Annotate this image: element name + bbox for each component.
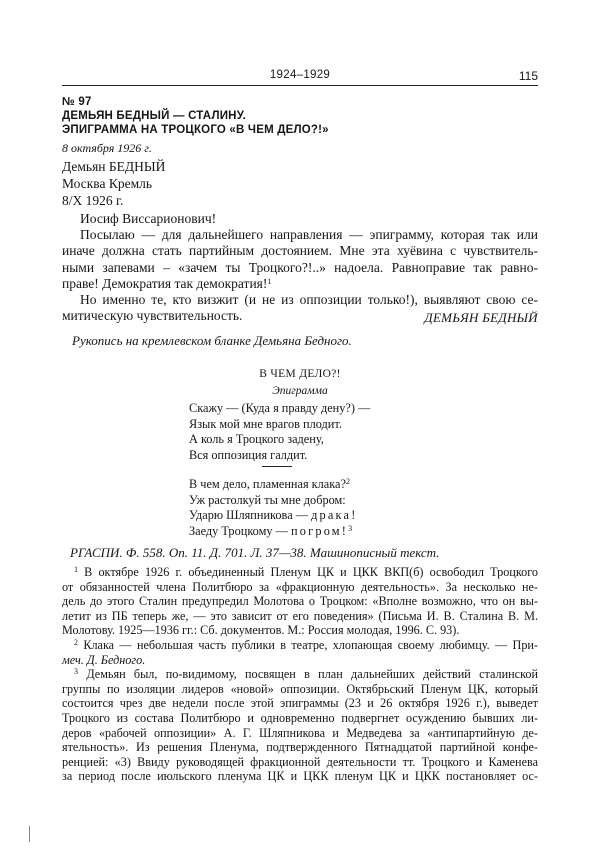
archival-note: Рукопись на кремлевском бланке Демьяна Бедного. [72, 333, 352, 348]
footnote-text: В октябре 1926 г. объединенный Пленум ЦК и ЦКК ВКП(б) освободил Троцкого [78, 565, 538, 579]
footnote-line: Троцкого из состава Политбюро и одновременно подвергнет осуждению бывших ли- [62, 710, 538, 725]
document-heading [62, 95, 542, 137]
body-line: Посылаю — для дальнейшего направления — эпиграмму, которая так или [80, 227, 538, 243]
poem-line: Язык мой мне врагов плодит. [189, 416, 342, 431]
page-number: 115 [518, 69, 538, 83]
letter-date: 8/X 1926 г. [62, 193, 124, 208]
poem-text: В чем дело, пламенная клака? [189, 477, 346, 491]
footnote-line: деров «рабочей оппозиции» А. Г. Шляпникова и Медведева за «антипартийную де- [62, 725, 538, 740]
poem-line: Скажу — (Куда я правду дену?) — [189, 401, 371, 415]
footnote-line: ятельность». Из решения Пленума, подтвержденного Пятнадцатой партийной конфе- [62, 740, 538, 755]
salutation: Иосиф Виссарионович! [80, 211, 217, 226]
body-line: митическую чувствительность. [62, 308, 243, 324]
poem-text-spaced: погром! [290, 523, 349, 538]
poem-subtitle: Эпиграмма [272, 385, 328, 397]
body-line: Но именно те, кто визжит (и не из оппозиции только!), выявляют свою се- [80, 291, 538, 307]
footnote-line: состоится чрез две недели после этой эпиграммы (23 и 26 октября 1926 г.), выведет [62, 696, 538, 711]
sender-location: Москва Кремль [62, 176, 153, 191]
letter-body [62, 211, 538, 324]
sender-name: Демьян БЕДНЫЙ [62, 159, 166, 174]
poem-line: А коль я Троцкого задену, [189, 432, 324, 446]
document-date: 8 октября 1926 г. [62, 141, 152, 155]
poem-line [189, 477, 358, 493]
running-head [0, 69, 600, 83]
footnote-text: Клака — небольшая часть публики в театре, хлопающая своему любимцу. — При- [78, 637, 538, 652]
poem-line: Вся оппозиция галдит. [189, 447, 308, 462]
poem-text: Заеду Троцкому — [189, 523, 291, 538]
poem-title: В ЧЕМ ДЕЛО?! [259, 368, 341, 380]
footnote-line: меч. Д. Бедного. [62, 652, 146, 667]
footnote-line: летит из ПБ теперь же, — это зависит от его поведения» (Письма И. В. Сталина В. М. [62, 608, 538, 623]
footnote-line [62, 565, 538, 580]
footnote-line: группы по изоляции лидеров «новой» оппозиции. Октябрьский Пленум ЦК, который [62, 681, 538, 696]
poem-line: Уж растолкуй ты мне добром: [189, 492, 346, 507]
letter-header [62, 158, 165, 209]
poem-line [189, 508, 358, 524]
footnote-ref: 3 [348, 523, 353, 533]
poem-stanza-2 [189, 477, 358, 539]
footnote-marker: 2 [74, 637, 78, 647]
poem-line [189, 524, 358, 540]
signature: ДЕМЬЯН БЕДНЫЙ [424, 310, 538, 325]
footnote-marker: 3 [74, 667, 78, 677]
footnote-line [62, 667, 538, 682]
body-text: праве! Демократия так демократия! [62, 275, 268, 291]
footnote-ref: 1 [267, 276, 272, 286]
poem-stanza-1 [189, 401, 370, 463]
body-line [62, 276, 538, 292]
body-line: ными запевами – «зачем ты Троцкого?!..» надоела. Равноправие так равно- [62, 259, 538, 275]
body-line: иначе должна стать партийным достоянием. Мне эта хуёвина с чувствитель- [62, 243, 538, 259]
document-number: № 97 [62, 96, 92, 108]
stanza-divider [262, 466, 292, 467]
footnote-line: от обязанностей члена Политбюро за «фракционную деятельность». За несколько не- [62, 579, 538, 594]
footnote-line: ренцией: «3) Ввиду руководящей фракционной деятельности тт. Троцкого и Каменева [62, 754, 538, 769]
footnote-line: Молотову. 1925—1936 гг.: Сб. документов. М.: Россия молодая, 1996. С. 93). [62, 623, 460, 638]
footnote-line [62, 638, 538, 653]
footnote-line: дель до этого Сталин предупредил Молотова о Троцком: «Вполне возможно, что он вы- [62, 594, 538, 609]
header-rule [62, 85, 538, 86]
poem-text: Ударю Шляпникова — [189, 508, 312, 522]
source-citation: РГАСПИ. Ф. 558. Оп. 11. Д. 701. Л. 37—38. Машинописный текст. [70, 545, 440, 560]
footnote-line: за период после июльского пленума ЦК и ЦКК пленум ЦК и ЦКК постановляет ос- [62, 769, 538, 784]
footnote-ref: 2 [345, 477, 350, 486]
footnote-text: Демьян был, по-видимому, посвящен в план дальнейших действий сталинской [78, 667, 538, 682]
margin-mark [29, 826, 30, 842]
document-title-line: ЭПИГРАММА НА ТРОЦКОГО «В ЧЕМ ДЕЛО?!» [62, 124, 329, 136]
poem-text-spaced: драка! [311, 508, 358, 522]
footnote-marker: 1 [74, 565, 78, 574]
footnotes [62, 565, 538, 784]
running-title: 1924–1929 [269, 69, 331, 81]
document-title-line: ДЕМЬЯН БЕДНЫЙ — СТАЛИНУ. [62, 110, 246, 122]
